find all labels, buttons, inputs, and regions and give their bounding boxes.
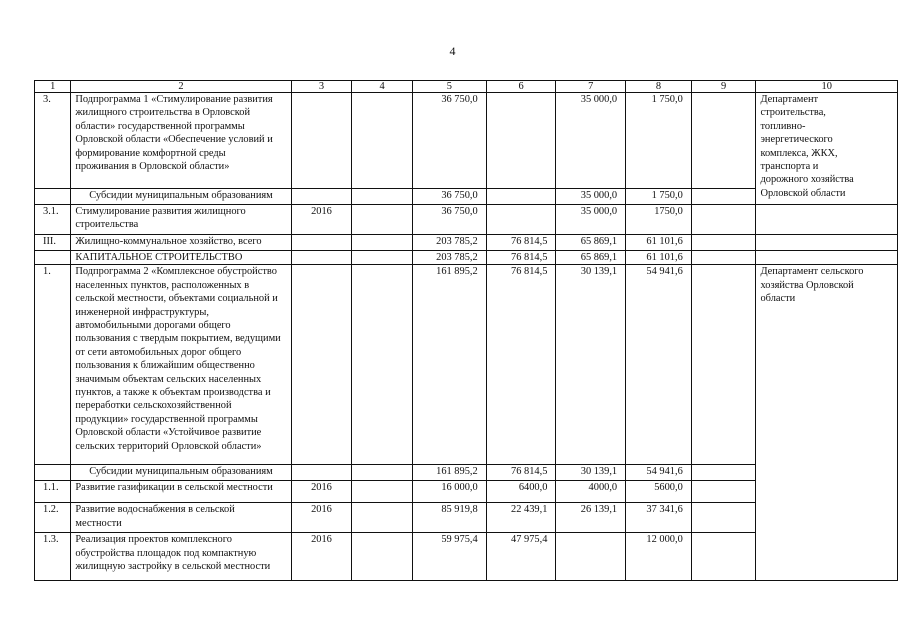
row-col4 — [352, 93, 413, 189]
row-col7 — [556, 533, 626, 581]
row-number: 3. — [35, 93, 71, 189]
row-col6: 22 439,1 — [486, 503, 556, 533]
row-name: Подпрограмма 2 «Комплексное обустройство населенных пунктов, расположенных в сельской местности, объектами социальной и инженерной инфраструктуры, автомобильными дорогами общего пользования с твердым покрытием, ведущими от сети автомобильных дорог общего пользования к ближайшим общественно значимым объектам сельских населенных пунктов, а также к объектам производства и переработки сельскохозяйственной продукции» государственной программы Орловской области «Устойчивое развитие сельских территорий Орловской области» — [71, 265, 291, 465]
header-row — [35, 81, 898, 93]
row-name: Стимулирование развития жилищного строительства — [71, 205, 291, 235]
row-year — [291, 265, 352, 465]
table-row — [35, 251, 898, 265]
row-col10 — [756, 205, 898, 235]
row-number — [35, 251, 71, 265]
row-col7: 35 000,0 — [556, 189, 626, 205]
row-col6 — [486, 189, 556, 205]
row-year: 2016 — [291, 533, 352, 581]
header-cell: 5 — [412, 81, 486, 93]
row-col6: 76 814,5 — [486, 235, 556, 251]
header-cell: 6 — [486, 81, 556, 93]
row-col5: 36 750,0 — [412, 93, 486, 189]
row-col7: 65 869,1 — [556, 235, 626, 251]
row-number: 1. — [35, 265, 71, 465]
row-col7: 65 869,1 — [556, 251, 626, 265]
header-cell: 9 — [691, 81, 756, 93]
row-col4 — [352, 189, 413, 205]
row-col9 — [691, 481, 756, 503]
row-number: 1.1. — [35, 481, 71, 503]
row-col7: 26 139,1 — [556, 503, 626, 533]
row-col10 — [756, 235, 898, 251]
row-name: Развитие газификации в сельской местности — [71, 481, 291, 503]
row-col5: 203 785,2 — [412, 251, 486, 265]
row-col4 — [352, 481, 413, 503]
table-row — [35, 205, 898, 235]
header-cell: 2 — [71, 81, 291, 93]
row-number — [35, 189, 71, 205]
row-year — [291, 251, 352, 265]
row-col9 — [691, 503, 756, 533]
budget-table — [34, 80, 898, 581]
header-cell: 1 — [35, 81, 71, 93]
row-col9 — [691, 465, 756, 481]
row-col6: 76 814,5 — [486, 251, 556, 265]
row-col8: 61 101,6 — [626, 235, 692, 251]
row-name: КАПИТАЛЬНОЕ СТРОИТЕЛЬСТВО — [71, 251, 291, 265]
table-row — [35, 265, 898, 465]
row-col5: 59 975,4 — [412, 533, 486, 581]
row-col5: 161 895,2 — [412, 465, 486, 481]
row-col8: 54 941,6 — [626, 465, 692, 481]
row-col4 — [352, 205, 413, 235]
row-col7: 35 000,0 — [556, 205, 626, 235]
row-col9 — [691, 93, 756, 189]
row-col9 — [691, 235, 756, 251]
row-col4 — [352, 465, 413, 481]
header-cell: 3 — [291, 81, 352, 93]
row-col5: 36 750,0 — [412, 189, 486, 205]
row-year — [291, 93, 352, 189]
row-year: 2016 — [291, 503, 352, 533]
responsible-department: Департамент строительства, топливно- энергетического комплекса, ЖКХ, транспорта и дорожного хозяйства Орловской области — [756, 93, 898, 205]
row-col4 — [352, 265, 413, 465]
row-name: Жилищно-коммунальное хозяйство, всего — [71, 235, 291, 251]
row-name: Подпрограмма 1 «Стимулирование развития жилищного строительства в Орловской области» государственной программы Орловской области «Обеспечение условий и формирование комфортной среды проживания в Орловской области» — [71, 93, 291, 189]
row-col7: 30 139,1 — [556, 465, 626, 481]
row-col6: 76 814,5 — [486, 465, 556, 481]
row-col10 — [756, 251, 898, 265]
row-col8: 12 000,0 — [626, 533, 692, 581]
row-col8: 37 341,6 — [626, 503, 692, 533]
row-col9 — [691, 533, 756, 581]
table-row — [35, 93, 898, 189]
row-name: Субсидии муниципальным образованиям — [71, 189, 291, 205]
header-cell: 8 — [626, 81, 692, 93]
header-cell: 7 — [556, 81, 626, 93]
row-col8: 1750,0 — [626, 205, 692, 235]
row-year — [291, 189, 352, 205]
row-col5: 36 750,0 — [412, 205, 486, 235]
row-number: 1.3. — [35, 533, 71, 581]
row-col8: 5600,0 — [626, 481, 692, 503]
row-col5: 16 000,0 — [412, 481, 486, 503]
row-col8: 61 101,6 — [626, 251, 692, 265]
row-col6: 47 975,4 — [486, 533, 556, 581]
row-col4 — [352, 235, 413, 251]
row-number: 1.2. — [35, 503, 71, 533]
row-col7: 30 139,1 — [556, 265, 626, 465]
row-col4 — [352, 503, 413, 533]
row-year — [291, 465, 352, 481]
row-year — [291, 235, 352, 251]
row-name: Реализация проектов комплексного обустройства площадок под компактную жилищную застройку в сельской местности — [71, 533, 291, 581]
responsible-department: Департамент сельского хозяйства Орловской области — [756, 265, 898, 581]
row-year: 2016 — [291, 481, 352, 503]
row-col5: 161 895,2 — [412, 265, 486, 465]
row-number: III. — [35, 235, 71, 251]
row-col5: 203 785,2 — [412, 235, 486, 251]
row-col6: 6400,0 — [486, 481, 556, 503]
page-number: 4 — [449, 44, 456, 58]
row-col9 — [691, 265, 756, 465]
row-col8: 1 750,0 — [626, 93, 692, 189]
row-number: 3.1. — [35, 205, 71, 235]
row-col6 — [486, 205, 556, 235]
row-col5: 85 919,8 — [412, 503, 486, 533]
row-number — [35, 465, 71, 481]
row-col8: 1 750,0 — [626, 189, 692, 205]
row-name: Субсидии муниципальным образованиям — [71, 465, 291, 481]
row-col7: 35 000,0 — [556, 93, 626, 189]
row-col4 — [352, 533, 413, 581]
row-year: 2016 — [291, 205, 352, 235]
row-name: Развитие водоснабжения в сельской местности — [71, 503, 291, 533]
row-col7: 4000,0 — [556, 481, 626, 503]
row-col6 — [486, 93, 556, 189]
row-col9 — [691, 189, 756, 205]
table-row — [35, 235, 898, 251]
header-cell: 10 — [756, 81, 898, 93]
row-col8: 54 941,6 — [626, 265, 692, 465]
row-col4 — [352, 251, 413, 265]
row-col9 — [691, 205, 756, 235]
row-col6: 76 814,5 — [486, 265, 556, 465]
row-col9 — [691, 251, 756, 265]
header-cell: 4 — [352, 81, 413, 93]
